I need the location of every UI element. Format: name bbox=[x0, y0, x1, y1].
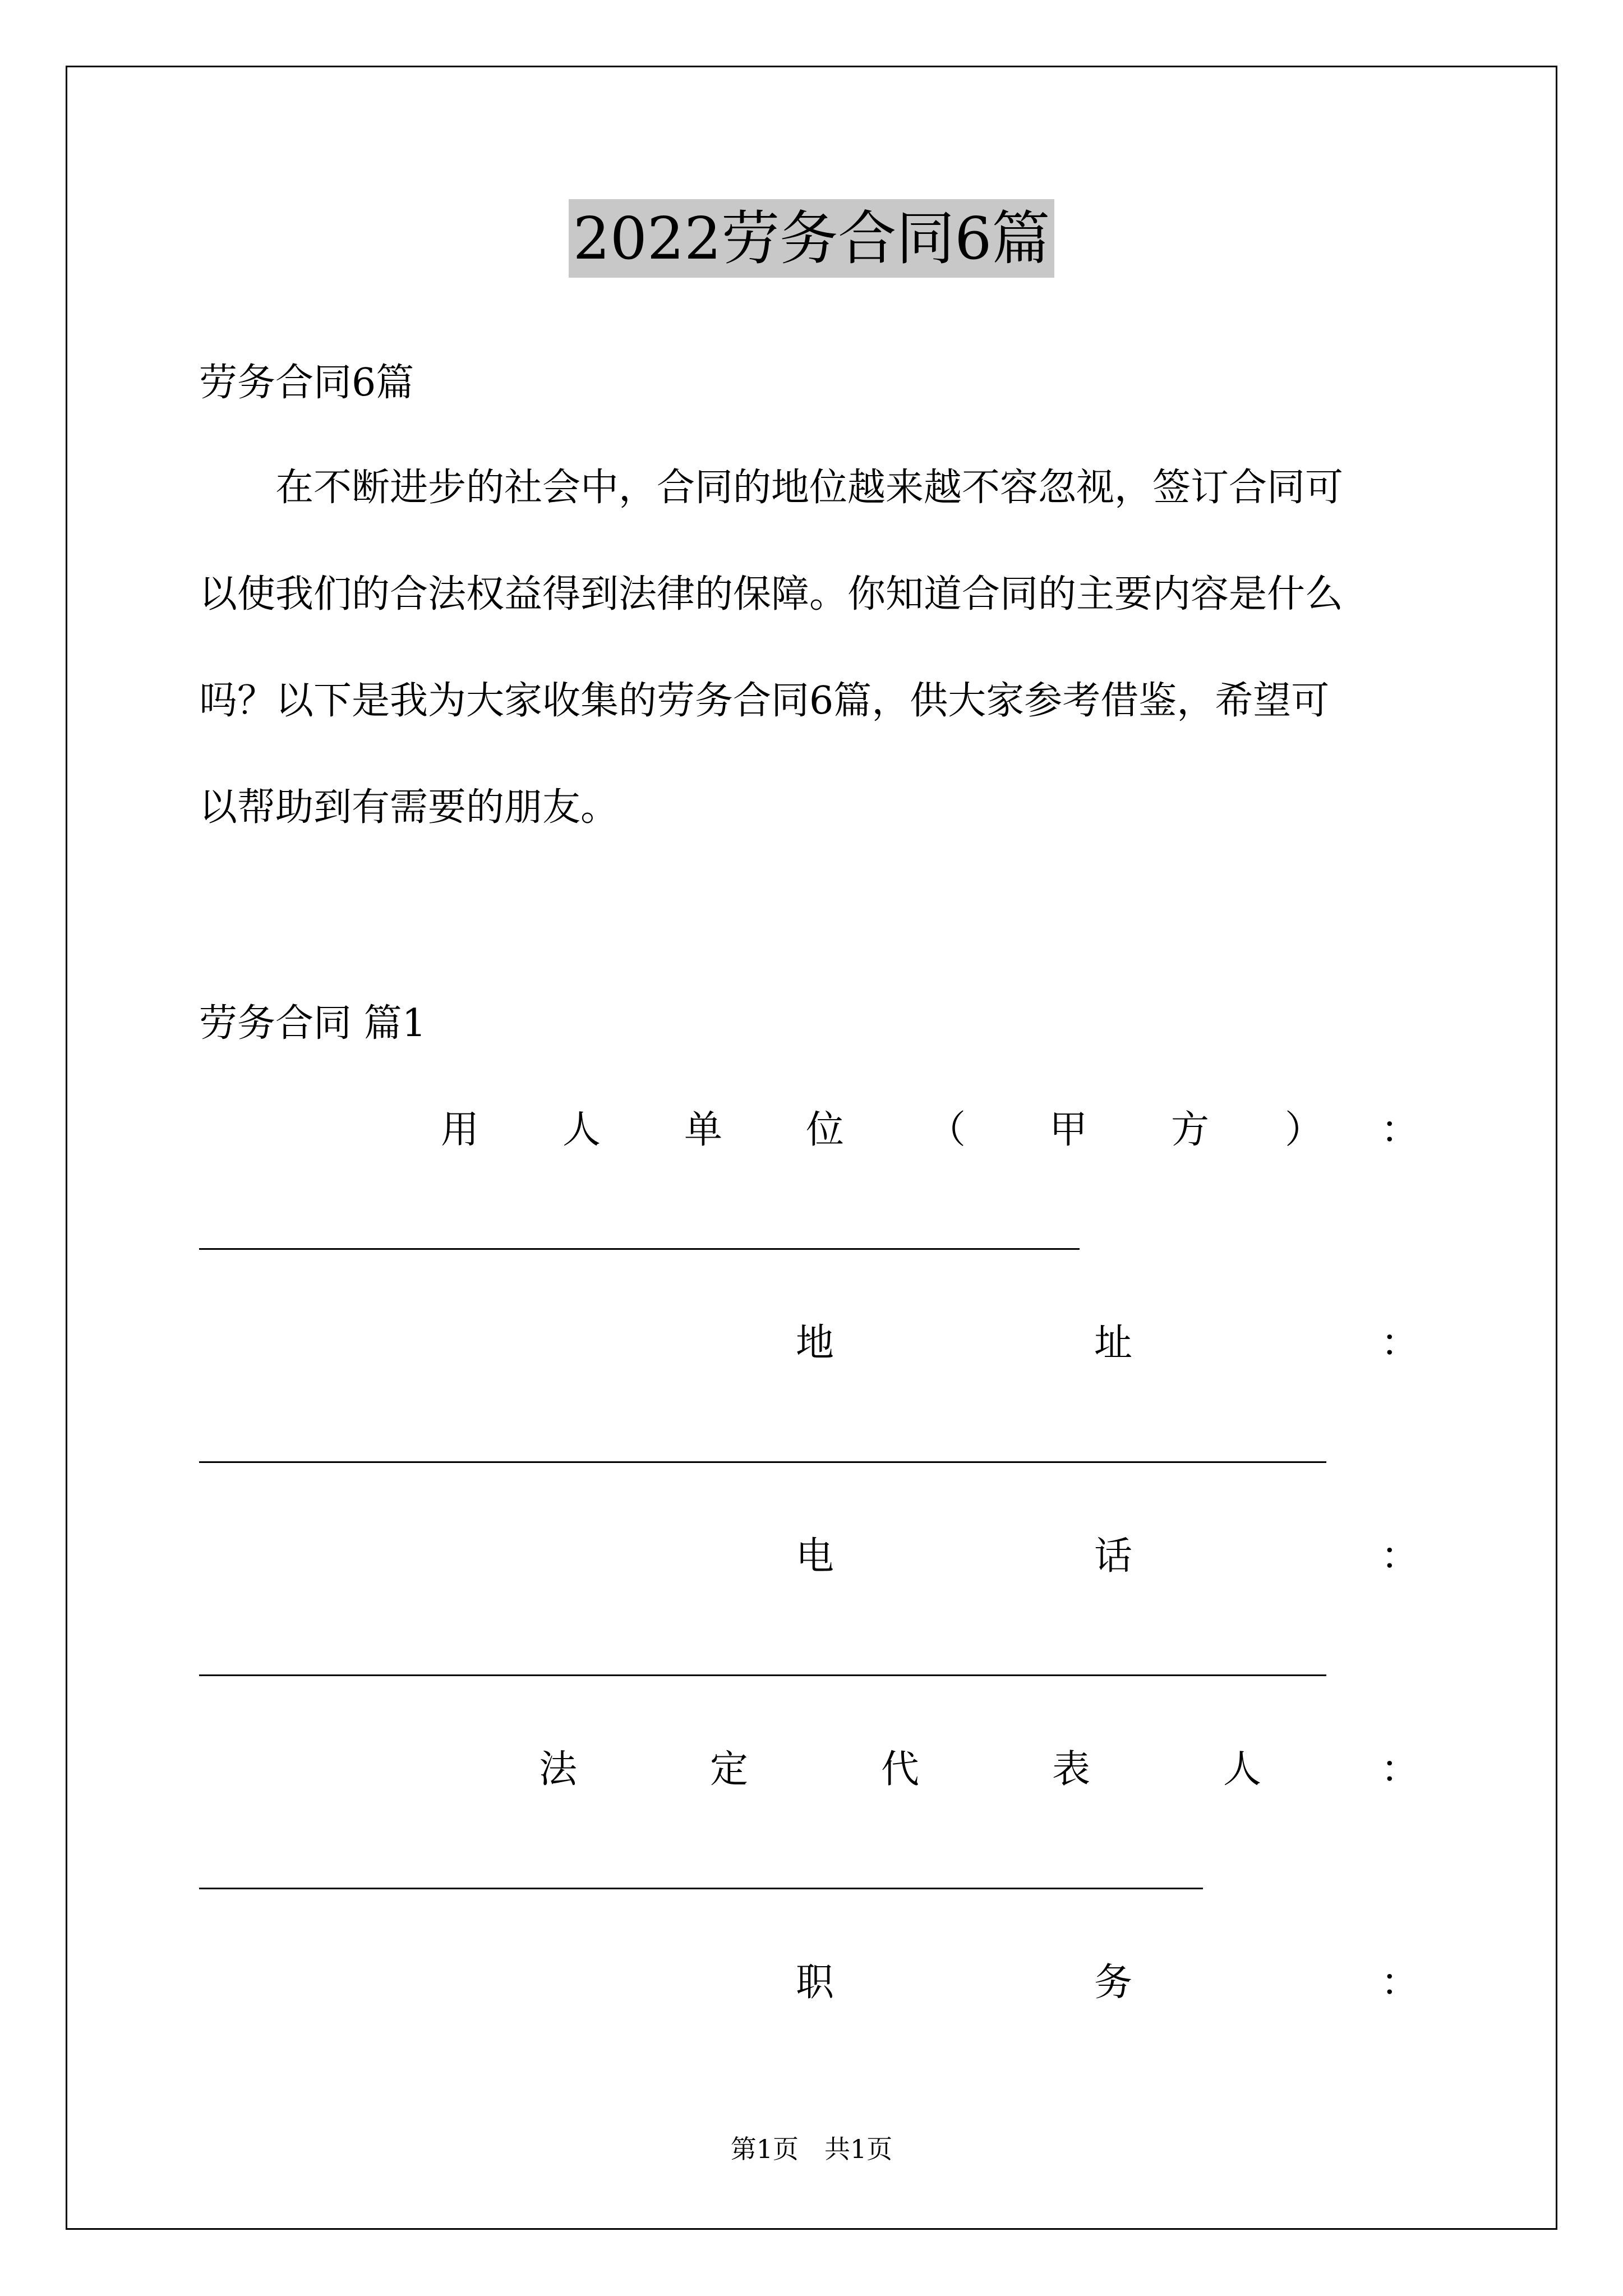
field-phone-char: 电 bbox=[795, 1534, 834, 1579]
field-address-char: ： bbox=[1380, 1321, 1419, 1365]
field-position-char: 职 bbox=[795, 1961, 834, 2005]
document-subtitle: 劳务合同6篇 bbox=[199, 361, 414, 405]
field-employer-char: 方 bbox=[1170, 1108, 1209, 1152]
title-container bbox=[0, 199, 1623, 278]
intro-line: 吗？以下是我为大家收集的劳务合同6篇，供大家参考借鉴，希望可 bbox=[199, 679, 1330, 723]
field-address-char: 地 bbox=[795, 1321, 834, 1365]
field-position-char: ： bbox=[1380, 1961, 1419, 2005]
field-employer-char: 人 bbox=[562, 1108, 601, 1152]
field-employer-char: （ bbox=[927, 1108, 966, 1152]
field-legal-rep-char: 表 bbox=[1052, 1747, 1090, 1792]
field-employer-char: ） bbox=[1284, 1108, 1323, 1152]
field-position-char: 务 bbox=[1094, 1961, 1132, 2005]
field-employer-char: ： bbox=[1380, 1108, 1419, 1152]
field-legal-rep-char: ： bbox=[1380, 1747, 1419, 1792]
page-total: 共1页 bbox=[824, 2134, 893, 2164]
field-employer-char: 用 bbox=[440, 1108, 479, 1152]
field-legal-rep-char: 人 bbox=[1223, 1747, 1261, 1792]
field-phone-char: 话 bbox=[1094, 1534, 1132, 1579]
field-employer-char: 甲 bbox=[1049, 1108, 1087, 1152]
intro-line: 以帮助到有需要的朋友。 bbox=[199, 785, 619, 830]
intro-line: 以使我们的合法权益得到法律的保障。你知道合同的主要内容是什么 bbox=[199, 572, 1344, 616]
fill-in-line bbox=[199, 1888, 1203, 1889]
section-heading: 劳务合同 篇1 bbox=[199, 1001, 426, 1046]
fill-in-line bbox=[199, 1461, 1326, 1463]
page-number: 第1页 bbox=[730, 2134, 799, 2164]
field-employer-char: 位 bbox=[805, 1108, 844, 1152]
field-address-char: 址 bbox=[1094, 1321, 1132, 1365]
fill-in-line bbox=[199, 1248, 1080, 1250]
fill-in-line bbox=[199, 1674, 1326, 1676]
field-employer-char: 单 bbox=[684, 1108, 722, 1152]
intro-paragraph bbox=[199, 435, 1433, 861]
field-phone-char: ： bbox=[1380, 1534, 1419, 1579]
intro-line: 在不断进步的社会中，合同的地位越来越不容忽视，签订合同可 bbox=[275, 466, 1344, 510]
field-legal-rep-char: 代 bbox=[880, 1747, 919, 1792]
field-legal-rep-char: 法 bbox=[538, 1747, 577, 1792]
document-title: 2022劳务合同6篇 bbox=[569, 199, 1055, 278]
field-legal-rep-char: 定 bbox=[709, 1747, 748, 1792]
page-footer bbox=[0, 2129, 1623, 2166]
